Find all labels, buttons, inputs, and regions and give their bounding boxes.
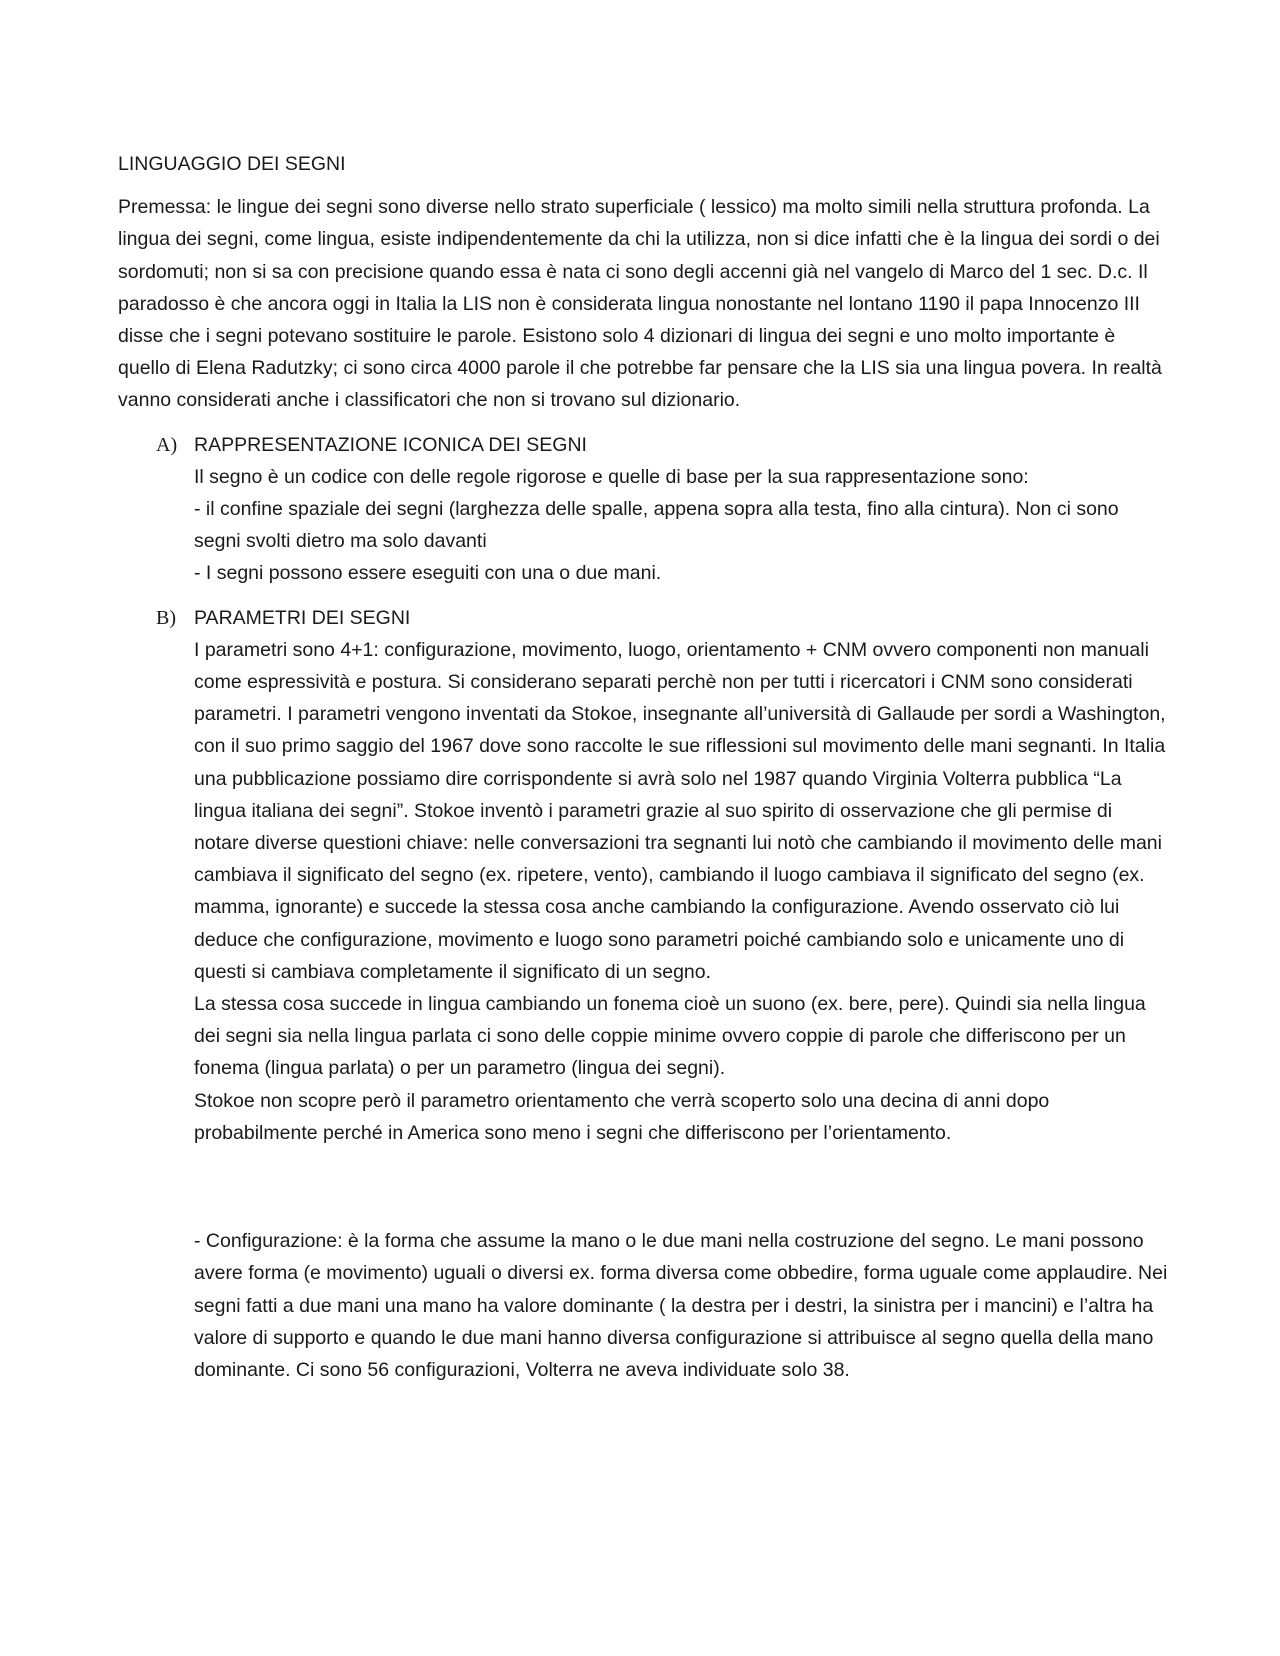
- configurazione-paragraph: - Configurazione: è la forma che assume la mano o le due mani nella costruzione del segno. Le mani possono avere forma (e movimento) uguali o diversi ex. forma diversa come obbedire, forma uguale come applaudire. Nei segni fatti a due mani una mano ha valore dominante ( la destra per i destri, la sinistra per i mancini) e l’altra ha valore di supporto e quando le due mani hanno diversa configurazione si attribuisce al segno quella della mano dominante. Ci sono 56 configurazioni, Volterra ne aveva individuate solo 38.: [194, 1230, 1168, 1381]
- section-a-line: - il confine spaziale dei segni (larghezza delle spalle, appena sopra alla testa, fino alla cintura). Non ci sono segni svolti dietro ma solo davanti: [194, 498, 1119, 553]
- section-a-line: - I segni possono essere eseguiti con una o due mani.: [194, 562, 662, 585]
- section-a-letter: A): [156, 433, 178, 456]
- blank-space: [118, 1161, 1168, 1225]
- configurazione-block: [118, 1225, 1168, 1386]
- section-b-line: La stessa cosa succede in lingua cambiando un fonema cioè un suono (ex. bere, pere). Quindi sia nella lingua dei segni sia nella lingua parlata ci sono delle coppie minime ovvero coppie di parole che differiscono per un fonema (lingua parlata) o per un parametro (lingua dei segni).: [194, 993, 1146, 1080]
- section-b-letter: B): [156, 606, 176, 629]
- section-b-heading: PARAMETRI DEI SEGNI: [194, 606, 411, 629]
- section-a: [118, 429, 1168, 590]
- document-title: LINGUAGGIO DEI SEGNI: [118, 153, 346, 175]
- intro-paragraph: Premessa: le lingue dei segni sono diverse nello strato superficiale ( lessico) ma molto simili nella struttura profonda. La lingua dei segni, come lingua, esiste indipendentemente da chi la utilizza, non si dice infatti che è la lingua dei sordi o dei sordomuti; non si sa con precisione quando essa è nata ci sono degli accenni già nel vangelo di Marco del 1 sec. D.c. Il paradosso è che ancora oggi in Italia la LIS non è considerata lingua nonostante nel lontano 1190 il papa Innocenzo III disse che i segni potevano sostituire le parole. Esistono solo 4 dizionari di lingua dei segni e uno molto importante è quello di Elena Radutzky; ci sono circa 4000 parole il che potrebbe far pensare che la LIS sia una lingua povera. In realtà vanno considerati anche i classificatori che non si trovano sul dizionario.: [118, 196, 1162, 412]
- section-b: [118, 602, 1168, 1149]
- document-page: [118, 148, 1168, 1398]
- section-b-line: I parametri sono 4+1: configurazione, movimento, luogo, orientamento + CNM ovvero componenti non manuali come espressività e postura. Si considerano separati perchè non per tutti i ricercatori i CNM sono considerati parametri. I parametri vengono inventati da Stokoe, insegnante all’università di Gallaude per sordi a Washington, con il suo primo saggio del 1967 dove sono raccolte le sue riflessioni sul movimento delle mani segnanti. In Italia una pubblicazione possiamo dire corrispondente si avrà solo nel 1987 quando Virginia Volterra pubblica “La lingua italiana dei segni”. Stokoe inventò i parametri grazie al suo spirito di osservazione che gli permise di notare diverse questioni chiave: nelle conversazioni tra segnanti lui notò che cambiando il movimento delle mani cambiava il significato del segno (ex. ripetere, vento), cambiando il luogo cambiava il significato del segno (ex. mamma, ignorante) e succede la stessa cosa anche cambiando la configurazione. Avendo osservato ciò lui deduce che configurazione, movimento e luogo sono parametri poiché cambiando solo e unicamente uno di questi si cambiava completamente il significato di un segno.: [194, 638, 1166, 983]
- section-b-line: Stokoe non scopre però il parametro orientamento che verrà scoperto solo una decina di anni dopo probabilmente perché in America sono meno i segni che differiscono per l’orientamento.: [194, 1089, 1050, 1144]
- section-a-heading: RAPPRESENTAZIONE ICONICA DEI SEGNI: [194, 433, 587, 456]
- section-a-line: Il segno è un codice con delle regole rigorose e quelle di base per la sua rappresentazione sono:: [194, 465, 1029, 488]
